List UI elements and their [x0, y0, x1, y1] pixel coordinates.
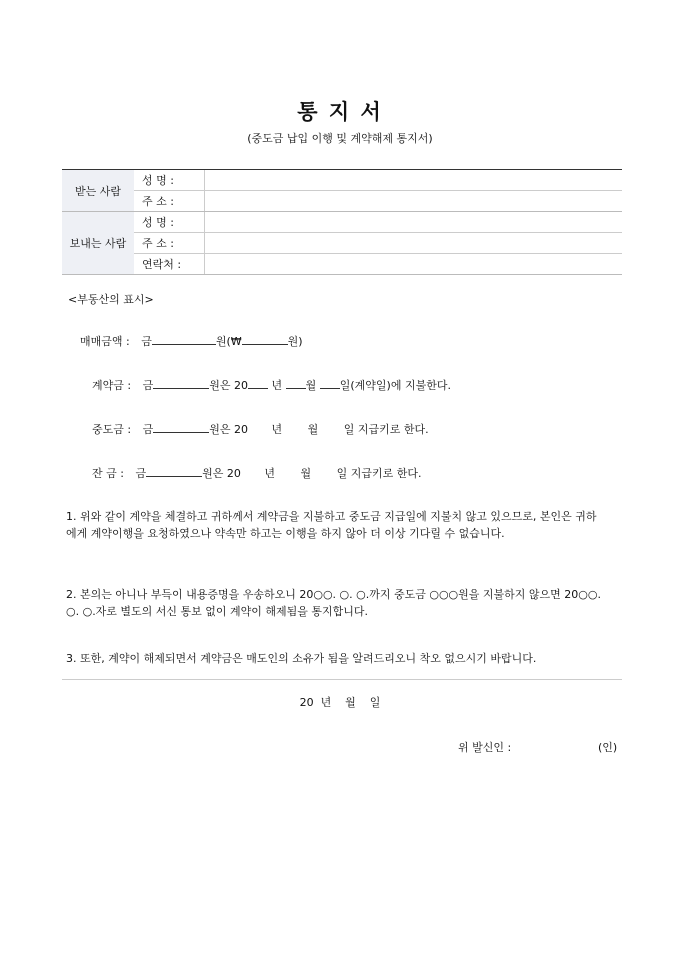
seal-mark: (인): [598, 741, 618, 754]
middle-payment-line: [92, 421, 429, 437]
sale-price-prefix: 금: [141, 335, 152, 348]
paragraph-2: 2. 본의는 아니나 부득이 내용증명을 우송하오니 20○○. ○. ○.까지 중도금 ○○○원을 지불하지 않으면 20○○. ○. ○.자로 별도의 서신 통보 없이 계약이 해제됨을 통지합니다.: [66, 588, 601, 618]
deposit-label: 계약금 :: [92, 379, 132, 392]
paragraph-1: 1. 위와 같이 계약을 체결하고 귀하께서 계약금을 지불하고 중도금 지급일에 지불치 않고 있으므로, 본인은 귀하에게 계약이행을 요청하였으나 약속만 하고는 이행을 하지 않아 더 이상 기다릴 수 없습니다.: [66, 510, 597, 540]
middle-year: 년: [271, 423, 283, 436]
sender-name-field[interactable]: [205, 212, 623, 233]
receiver-address-field[interactable]: [205, 191, 623, 212]
deposit-won-text: 원은 20: [209, 379, 248, 392]
deposit-year-blank[interactable]: [248, 377, 268, 389]
sender-group-label: 보내는 사람: [62, 212, 134, 275]
sender-address-field[interactable]: [205, 233, 623, 254]
sale-price-close: 원): [287, 335, 303, 348]
balance-day: 일 지급키로 한다.: [336, 467, 422, 480]
deposit-amount-blank[interactable]: [153, 377, 209, 389]
document-title: 통 지 서: [297, 100, 383, 124]
sender-name-label: 성 명 :: [134, 212, 205, 233]
property-heading: <부동산의 표시>: [68, 293, 154, 306]
sender-address-label: 주 소 :: [134, 233, 205, 254]
sender-sign-label: 위 발신인 :: [458, 741, 512, 754]
sale-price-label: 매매금액 :: [80, 335, 130, 348]
balance-label: 잔 금 :: [92, 467, 124, 480]
balance-won-text: 원은 20: [202, 467, 241, 480]
receiver-group-label: 받는 사람: [62, 170, 134, 212]
balance-month: 월: [300, 467, 312, 480]
middle-month: 월: [307, 423, 319, 436]
middle-amount-blank[interactable]: [153, 421, 209, 433]
deposit-month-blank[interactable]: [286, 377, 306, 389]
sender-contact-field[interactable]: [205, 254, 623, 275]
sale-price-line: [80, 333, 303, 349]
sale-price-number-blank[interactable]: [242, 333, 288, 345]
sender-contact-label: 연락처 :: [134, 254, 205, 275]
middle-label: 중도금 :: [92, 423, 132, 436]
balance-amount-blank[interactable]: [146, 465, 202, 477]
paragraph-3: 3. 또한, 계약이 해제되면서 계약금은 매도인의 소유가 됨을 알려드리오니 착오 없으시기 바랍니다.: [66, 652, 537, 665]
receiver-name-label: 성 명 :: [134, 170, 205, 191]
document-subtitle: (중도금 납입 이행 및 계약해제 통지서): [247, 132, 433, 145]
sale-price-won: 원(₩: [215, 335, 242, 348]
deposit-year: 년: [271, 379, 283, 392]
middle-prefix: 금: [142, 423, 154, 436]
deposit-month: 월: [305, 379, 317, 392]
deposit-day-blank[interactable]: [320, 377, 340, 389]
deposit-line: [92, 377, 451, 393]
balance-line: [92, 465, 422, 481]
party-table: [62, 169, 622, 275]
deposit-prefix: 금: [142, 379, 154, 392]
balance-year: 년: [264, 467, 275, 480]
receiver-name-field[interactable]: [205, 170, 623, 191]
deposit-day: 일(계약일)에 지불한다.: [339, 379, 451, 392]
balance-prefix: 금: [135, 467, 147, 480]
sale-price-amount-blank[interactable]: [152, 333, 216, 345]
middle-day: 일 지급키로 한다.: [343, 423, 429, 436]
date-line: 20 년 월 일: [299, 696, 381, 709]
middle-won-text: 원은 20: [209, 423, 248, 436]
divider: [62, 679, 622, 680]
receiver-address-label: 주 소 :: [134, 191, 205, 212]
